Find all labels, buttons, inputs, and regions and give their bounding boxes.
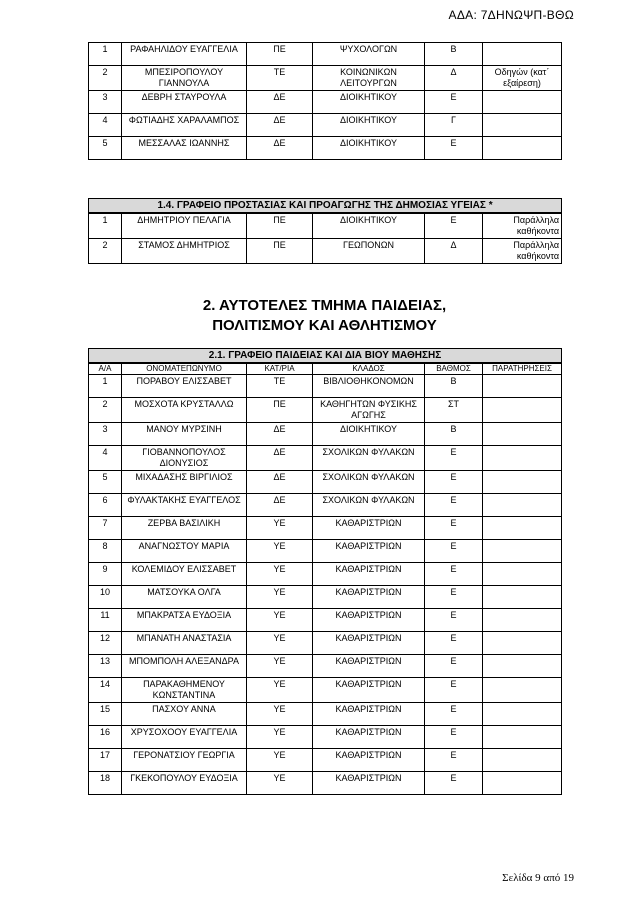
remarks	[483, 772, 562, 795]
row-number: 18	[89, 772, 122, 795]
remarks	[483, 423, 562, 446]
branch: ΚΑΘΑΡΙΣΤΡΙΩΝ	[313, 540, 425, 563]
column-header: ΒΑΘΜΟΣ	[425, 363, 483, 375]
full-name: ΓΙΟΒΑΝΝΟΠΟΥΛΟΣ ΔΙΟΝΥΣΙΟΣ	[122, 446, 247, 471]
full-name: ΦΩΤΙΑΔΗΣ ΧΑΡΑΛΑΜΠΟΣ	[122, 114, 247, 137]
row-number: 6	[89, 494, 122, 517]
full-name: ΜΠΑΝΑΤΗ ΑΝΑΣΤΑΣΙΑ	[122, 632, 247, 655]
full-name: ΖΕΡΒΑ ΒΑΣΙΛΙΚΗ	[122, 517, 247, 540]
remarks	[483, 375, 562, 398]
table-row	[89, 423, 562, 446]
row-number: 7	[89, 517, 122, 540]
grade: Β	[425, 43, 483, 66]
row-number: 4	[89, 446, 122, 471]
column-header: ΠΑΡΑΤΗΡΗΣΕΙΣ	[483, 363, 562, 375]
remarks	[483, 655, 562, 678]
row-number: 17	[89, 749, 122, 772]
table-row	[89, 517, 562, 540]
table-row	[89, 398, 562, 423]
branch: ΚΑΘΑΡΙΣΤΡΙΩΝ	[313, 678, 425, 703]
row-number: 4	[89, 114, 122, 137]
category: ΥΕ	[247, 772, 313, 795]
category: ΥΕ	[247, 655, 313, 678]
education-office-table	[88, 348, 562, 795]
public-health-office-table	[88, 198, 562, 264]
category: ΠΕ	[247, 239, 313, 264]
row-number: 13	[89, 655, 122, 678]
table-row	[89, 655, 562, 678]
remarks	[483, 398, 562, 423]
row-number: 15	[89, 703, 122, 726]
full-name: ΜΕΣΣΑΛΑΣ ΙΩΑΝΝΗΣ	[122, 137, 247, 160]
remarks	[483, 586, 562, 609]
grade: Ε	[425, 91, 483, 114]
branch: ΔΙΟΙΚΗΤΙΚΟΥ	[313, 114, 425, 137]
branch: ΚΑΘΑΡΙΣΤΡΙΩΝ	[313, 655, 425, 678]
branch: ΣΧΟΛΙΚΩΝ ΦΥΛΑΚΩΝ	[313, 494, 425, 517]
grade: Ε	[425, 703, 483, 726]
grade: Ε	[425, 772, 483, 795]
category: ΥΕ	[247, 632, 313, 655]
table-title: 1.4. ΓΡΑΦΕΙΟ ΠΡΟΣΤΑΣΙΑΣ ΚΑΙ ΠΡΟΑΓΩΓΗΣ ΤΗΣ ΔΗΜΟΣΙΑΣ ΥΓΕΙΑΣ *	[89, 199, 562, 214]
remarks	[483, 137, 562, 160]
remarks	[483, 471, 562, 494]
branch: ΔΙΟΙΚΗΤΙΚΟΥ	[313, 423, 425, 446]
branch: ΣΧΟΛΙΚΩΝ ΦΥΛΑΚΩΝ	[313, 446, 425, 471]
grade: Ε	[425, 563, 483, 586]
row-number: 14	[89, 678, 122, 703]
category: ΤΕ	[247, 375, 313, 398]
grade: Ε	[425, 632, 483, 655]
grade: Γ	[425, 114, 483, 137]
column-header: ΚΛΑΔΟΣ	[313, 363, 425, 375]
grade: Ε	[425, 726, 483, 749]
remarks	[483, 749, 562, 772]
table-row	[89, 678, 562, 703]
remarks	[483, 494, 562, 517]
grade: Ε	[425, 446, 483, 471]
table-row	[89, 375, 562, 398]
remarks: Παράλληλα καθήκοντα	[483, 213, 562, 239]
table-row	[89, 43, 562, 66]
remarks	[483, 91, 562, 114]
row-number: 9	[89, 563, 122, 586]
category: ΥΕ	[247, 540, 313, 563]
table-row	[89, 114, 562, 137]
table-row	[89, 726, 562, 749]
remarks	[483, 563, 562, 586]
row-number: 11	[89, 609, 122, 632]
ada-code: ΑΔΑ: 7ΔΗΝΩΨΠ-ΒΘΩ	[448, 8, 574, 22]
grade: Ε	[425, 517, 483, 540]
grade: Ε	[425, 609, 483, 632]
category: ΔΕ	[247, 471, 313, 494]
remarks	[483, 609, 562, 632]
table-row	[89, 772, 562, 795]
full-name: ΔΕΒΡΗ ΣΤΑΥΡΟΥΛΑ	[122, 91, 247, 114]
remarks	[483, 540, 562, 563]
full-name: ΚΟΛΕΜΙΔΟΥ ΕΛΙΣΣΑΒΕΤ	[122, 563, 247, 586]
row-number: 12	[89, 632, 122, 655]
full-name: ΜΠΟΜΠΟΛΗ ΑΛΕΞΑΝΔΡΑ	[122, 655, 247, 678]
table-title: 2.1. ΓΡΑΦΕΙΟ ΠΑΙΔΕΙΑΣ ΚΑΙ ΔΙΑ ΒΙΟΥ ΜΑΘΗΣΗΣ	[89, 349, 562, 364]
table-title-row	[89, 349, 562, 364]
branch: ΨΥΧΟΛΟΓΩΝ	[313, 43, 425, 66]
table-row	[89, 91, 562, 114]
branch: ΔΙΟΙΚΗΤΙΚΟΥ	[313, 137, 425, 160]
full-name: ΑΝΑΓΝΩΣΤΟΥ ΜΑΡΙΑ	[122, 540, 247, 563]
branch: ΚΑΘΗΓΗΤΩΝ ΦΥΣΙΚΗΣ ΑΓΩΓΗΣ	[313, 398, 425, 423]
category: ΔΕ	[247, 91, 313, 114]
column-header: Α/Α	[89, 363, 122, 375]
branch: ΚΑΘΑΡΙΣΤΡΙΩΝ	[313, 703, 425, 726]
category: ΥΕ	[247, 726, 313, 749]
full-name: ΜΑΤΣΟΥΚΑ ΟΛΓΑ	[122, 586, 247, 609]
category: ΤΕ	[247, 66, 313, 91]
branch: ΚΑΘΑΡΙΣΤΡΙΩΝ	[313, 586, 425, 609]
row-number: 1	[89, 43, 122, 66]
page-number: Σελίδα 9 από 19	[502, 872, 574, 884]
branch: ΚΑΘΑΡΙΣΤΡΙΩΝ	[313, 609, 425, 632]
row-number: 1	[89, 375, 122, 398]
remarks	[483, 726, 562, 749]
grade: Ε	[425, 655, 483, 678]
branch: ΚΑΘΑΡΙΣΤΡΙΩΝ	[313, 517, 425, 540]
branch: ΔΙΟΙΚΗΤΙΚΟΥ	[313, 91, 425, 114]
category: ΥΕ	[247, 586, 313, 609]
grade: Ε	[425, 137, 483, 160]
grade: Ε	[425, 494, 483, 517]
category: ΥΕ	[247, 609, 313, 632]
category: ΥΕ	[247, 517, 313, 540]
remarks: Παράλληλα καθήκοντα	[483, 239, 562, 264]
category: ΠΕ	[247, 398, 313, 423]
column-header-row	[89, 363, 562, 375]
table-row	[89, 494, 562, 517]
row-number: 5	[89, 137, 122, 160]
row-number: 2	[89, 66, 122, 91]
grade: Ε	[425, 678, 483, 703]
remarks	[483, 678, 562, 703]
grade: Β	[425, 375, 483, 398]
grade: Ε	[425, 471, 483, 494]
branch: ΒΙΒΛΙΟΘΗΚΟΝΟΜΩΝ	[313, 375, 425, 398]
remarks	[483, 517, 562, 540]
table-row	[89, 703, 562, 726]
branch: ΚΑΘΑΡΙΣΤΡΙΩΝ	[313, 749, 425, 772]
remarks	[483, 632, 562, 655]
row-number: 2	[89, 239, 122, 264]
grade: Δ	[425, 66, 483, 91]
category: ΔΕ	[247, 446, 313, 471]
table-row	[89, 137, 562, 160]
table-row	[89, 632, 562, 655]
full-name: ΠΑΣΧΟΥ ΑΝΝΑ	[122, 703, 247, 726]
remarks	[483, 114, 562, 137]
full-name: ΓΚΕΚΟΠΟΥΛΟΥ ΕΥΔΟΞΙΑ	[122, 772, 247, 795]
section-heading-line1: 2. ΑΥΤΟΤΕΛΕΣ ΤΜΗΜΑ ΠΑΙΔΕΙΑΣ,	[202, 297, 447, 314]
grade: Ε	[425, 749, 483, 772]
category: ΠΕ	[247, 213, 313, 239]
category: ΔΕ	[247, 494, 313, 517]
branch: ΚΑΘΑΡΙΣΤΡΙΩΝ	[313, 772, 425, 795]
grade: Β	[425, 423, 483, 446]
branch: ΚΑΘΑΡΙΣΤΡΙΩΝ	[313, 563, 425, 586]
table-row	[89, 471, 562, 494]
full-name: ΜΑΝΟΥ ΜΥΡΣΙΝΗ	[122, 423, 247, 446]
grade: ΣΤ	[425, 398, 483, 423]
row-number: 8	[89, 540, 122, 563]
table-row	[89, 563, 562, 586]
category: ΔΕ	[247, 114, 313, 137]
table-row	[89, 540, 562, 563]
table-row	[89, 609, 562, 632]
full-name: ΠΑΡΑΚΑΘΗΜΕΝΟΥ ΚΩΝΣΤΑΝΤΙΝΑ	[122, 678, 247, 703]
full-name: ΡΑΦΑΗΛΙΔΟΥ ΕΥΑΓΓΕΛΙΑ	[122, 43, 247, 66]
category: ΥΕ	[247, 678, 313, 703]
branch: ΓΕΩΠΟΝΩΝ	[313, 239, 425, 264]
branch: ΔΙΟΙΚΗΤΙΚΟΥ	[313, 213, 425, 239]
full-name: ΦΥΛΑΚΤΑΚΗΣ ΕΥΑΓΓΕΛΟΣ	[122, 494, 247, 517]
remarks	[483, 703, 562, 726]
branch: ΣΧΟΛΙΚΩΝ ΦΥΛΑΚΩΝ	[313, 471, 425, 494]
grade: Ε	[425, 213, 483, 239]
table-row	[89, 239, 562, 264]
row-number: 10	[89, 586, 122, 609]
branch: ΚΟΙΝΩΝΙΚΩΝ ΛΕΙΤΟΥΡΓΩΝ	[313, 66, 425, 91]
category: ΥΕ	[247, 749, 313, 772]
row-number: 5	[89, 471, 122, 494]
table-row	[89, 749, 562, 772]
row-number: 16	[89, 726, 122, 749]
grade: Ε	[425, 586, 483, 609]
grade: Δ	[425, 239, 483, 264]
table-row	[89, 213, 562, 239]
table-row	[89, 586, 562, 609]
category: ΔΕ	[247, 137, 313, 160]
remarks	[483, 446, 562, 471]
row-number: 1	[89, 213, 122, 239]
full-name: ΔΗΜΗΤΡΙΟΥ ΠΕΛΑΓΙΑ	[122, 213, 247, 239]
full-name: ΜΠΑΚΡΑΤΣΑ ΕΥΔΟΞΙΑ	[122, 609, 247, 632]
branch: ΚΑΘΑΡΙΣΤΡΙΩΝ	[313, 632, 425, 655]
full-name: ΣΤΑΜΟΣ ΔΗΜΗΤΡΙΟΣ	[122, 239, 247, 264]
branch: ΚΑΘΑΡΙΣΤΡΙΩΝ	[313, 726, 425, 749]
remarks	[483, 43, 562, 66]
category: ΠΕ	[247, 43, 313, 66]
section-heading-line2: ΠΟΛΙΤΙΣΜΟΥ ΚΑΙ ΑΘΛΗΤΙΣΜΟΥ	[212, 317, 437, 334]
full-name: ΠΟΡΑΒΟΥ ΕΛΙΣΣΑΒΕΤ	[122, 375, 247, 398]
section-heading	[88, 296, 561, 336]
category: ΔΕ	[247, 423, 313, 446]
category: ΥΕ	[247, 563, 313, 586]
category: ΥΕ	[247, 703, 313, 726]
table-row	[89, 446, 562, 471]
remarks: Οδηγών (κατ΄ εξαίρεση)	[483, 66, 562, 91]
staff-table-continued	[88, 42, 562, 160]
row-number: 3	[89, 423, 122, 446]
row-number: 3	[89, 91, 122, 114]
column-header: ΚΑΤ/ΡΙΑ	[247, 363, 313, 375]
grade: Ε	[425, 540, 483, 563]
table-title-row	[89, 199, 562, 214]
full-name: ΜΟΣΧΟΤΑ ΚΡΥΣΤΑΛΛΩ	[122, 398, 247, 423]
row-number: 2	[89, 398, 122, 423]
full-name: ΧΡΥΣΟΧΟΟΥ ΕΥΑΓΓΕΛΙΑ	[122, 726, 247, 749]
full-name: ΓΕΡΟΝΑΤΣΙΟΥ ΓΕΩΡΓΙΑ	[122, 749, 247, 772]
full-name: ΜΙΧΑΔΑΣΗΣ ΒΙΡΓΙΛΙΟΣ	[122, 471, 247, 494]
column-header: ΟΝΟΜΑΤΕΠΩΝΥΜΟ	[122, 363, 247, 375]
table-row	[89, 66, 562, 91]
full-name: ΜΠΕΣΙΡΟΠΟΥΛΟΥ ΓΙΑΝΝΟΥΛΑ	[122, 66, 247, 91]
